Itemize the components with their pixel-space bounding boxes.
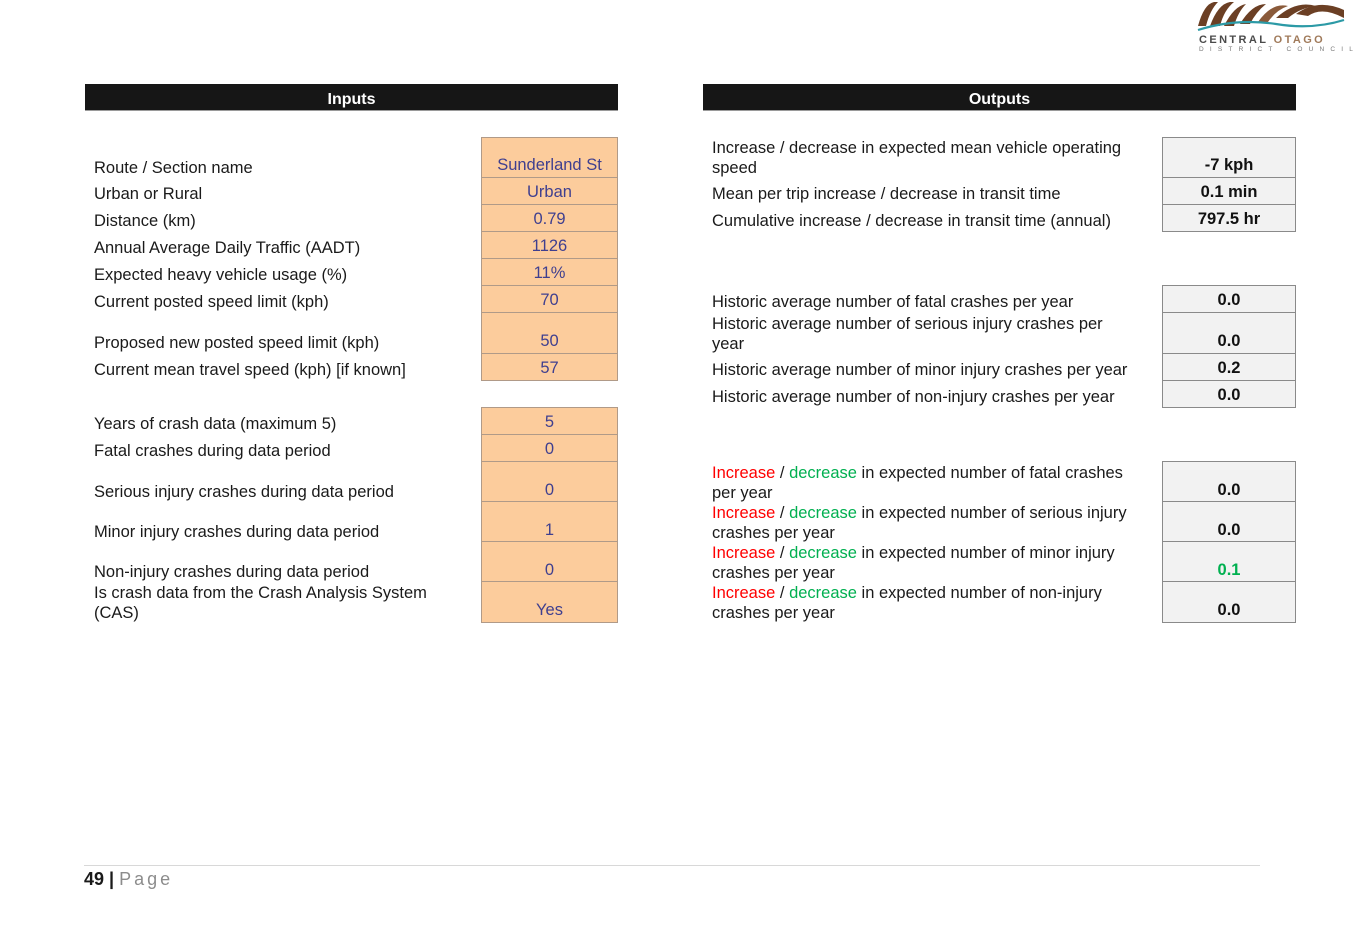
decrease-text: decrease [789,584,857,602]
label-line2: crashes per year [712,524,835,542]
input-label-non-injury-crashes: Non-injury crashes during data period [94,563,370,581]
input-label-cas-line2: (CAS) [94,604,139,622]
output-hist-fatal: 0.0 [1162,285,1296,313]
output-label-hist-non-injury: Historic average number of non-injury crashes per year [712,388,1115,406]
input-cas[interactable]: Yes [481,581,618,623]
decrease-text: decrease [789,464,857,482]
input-heavy-vehicle[interactable]: 11% [481,258,618,286]
input-label-aadt: Annual Average Daily Traffic (AADT) [94,239,361,257]
label-line2: crashes per year [712,604,835,622]
input-label-years-crash: Years of crash data (maximum 5) [94,415,337,433]
input-label-heavy-vehicle: Expected heavy vehicle usage (%) [94,266,348,284]
input-label-current-limit: Current posted speed limit (kph) [94,293,329,311]
output-change-fatal: 0.0 [1162,461,1296,503]
label-line2: crashes per year [712,564,835,582]
output-change-non-injury: 0.0 [1162,581,1296,623]
input-label-distance: Distance (km) [94,212,196,230]
slash-text: / [775,544,790,562]
output-label-change-non-injury [712,583,1102,623]
page-number: 49 [84,869,105,889]
output-label-trip-time: Mean per trip increase / decrease in transit time [712,185,1061,203]
slash-text: / [775,504,790,522]
footer-divider [84,865,1260,866]
label-line2: per year [712,484,773,502]
input-distance[interactable]: 0.79 [481,204,618,232]
output-label-change-minor [712,543,1115,583]
input-label-serious-crashes: Serious injury crashes during data period [94,483,394,501]
increase-text: Increase [712,504,776,522]
input-label-proposed-limit: Proposed new posted speed limit (kph) [94,334,380,352]
logo-text-central: CENTRAL [1199,34,1269,46]
decrease-text: decrease [789,504,857,522]
output-change-minor: 0.1 [1162,541,1296,583]
output-trip-time: 0.1 min [1162,177,1296,205]
output-label-hist-minor: Historic average number of minor injury crashes per year [712,361,1128,379]
increase-text: Increase [712,464,776,482]
output-label-hist-serious-line1: Historic average number of serious injury crashes per [712,315,1103,333]
output-speed-change: -7 kph [1162,137,1296,178]
label-rest: in expected number of serious injury [856,504,1127,522]
council-logo [1196,0,1360,56]
input-label-cas [94,583,427,623]
output-label-speed-change-line2: speed [712,159,757,177]
label-rest: in expected number of minor injury [856,544,1115,562]
inputs-header: Inputs [85,84,618,110]
logo-text-council: DISTRICT COUNCIL [1199,46,1360,53]
input-mean-speed[interactable]: 57 [481,353,618,381]
input-minor-crashes[interactable]: 1 [481,501,618,543]
input-label-route: Route / Section name [94,159,253,177]
input-label-cas-line1: Is crash data from the Crash Analysis System [94,584,427,602]
output-annual-time: 797.5 hr [1162,204,1296,232]
input-label-fatal-crashes: Fatal crashes during data period [94,442,331,460]
output-hist-serious: 0.0 [1162,312,1296,354]
output-label-change-serious [712,503,1127,543]
slash-text: / [775,464,790,482]
input-years-crash[interactable]: 5 [481,407,618,435]
increase-text: Increase [712,544,776,562]
output-label-speed-change [712,138,1121,178]
input-current-limit[interactable]: 70 [481,285,618,313]
output-label-speed-change-line1: Increase / decrease in expected mean vehicle operating [712,139,1122,157]
increase-text: Increase [712,584,776,602]
footer-separator: | [109,869,115,889]
slash-text: / [775,584,790,602]
outputs-header: Outputs [703,84,1296,110]
input-aadt[interactable]: 1126 [481,231,618,259]
input-label-urban-rural: Urban or Rural [94,185,203,203]
input-urban-rural[interactable]: Urban [481,177,618,205]
output-label-change-fatal [712,463,1123,503]
logo-text-otago: OTAGO [1273,34,1326,46]
input-fatal-crashes[interactable]: 0 [481,434,618,462]
input-label-minor-crashes: Minor injury crashes during data period [94,523,380,541]
input-route[interactable]: Sunderland St [481,137,618,178]
output-hist-minor: 0.2 [1162,353,1296,381]
output-label-hist-fatal: Historic average number of fatal crashes per year [712,293,1074,311]
input-label-mean-speed: Current mean travel speed (kph) [if known] [94,361,406,379]
output-change-serious: 0.0 [1162,501,1296,543]
output-hist-non-injury: 0.0 [1162,380,1296,408]
output-label-hist-serious-line2: year [712,335,745,353]
input-serious-crashes[interactable]: 0 [481,461,618,503]
logo-landscape-icon [1196,0,1346,34]
input-non-injury-crashes[interactable]: 0 [481,541,618,583]
input-proposed-limit[interactable]: 50 [481,312,618,354]
page-word: Page [119,869,174,889]
output-label-annual-time: Cumulative increase / decrease in transit time (annual) [712,212,1111,230]
decrease-text: decrease [789,544,857,562]
output-label-hist-serious [712,314,1103,354]
page-footer [84,868,173,890]
label-rest: in expected number of non-injury [856,584,1102,602]
label-rest: in expected number of fatal crashes [856,464,1123,482]
